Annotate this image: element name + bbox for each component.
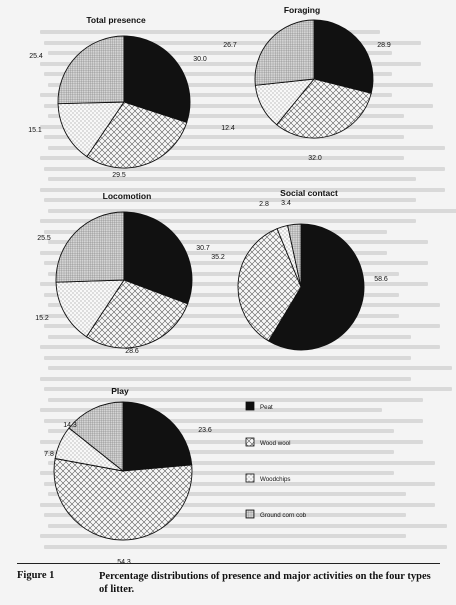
caption-text: Percentage distributions of presence and major activities on the four types of litter.	[99, 571, 431, 595]
slice-value-label: 26.7	[223, 42, 237, 49]
legend-swatch-wood-wool	[246, 438, 254, 446]
pie-chart	[35, 191, 210, 355]
pie-slice-ground-corn-cob	[56, 212, 124, 282]
chart-title: Social contact	[280, 188, 338, 198]
chart-title: Locomotion	[102, 191, 152, 201]
pie-slice-ground-corn-cob	[255, 20, 314, 85]
slice-value-label: 29.5	[112, 172, 126, 179]
slice-value-label: 15.2	[35, 315, 49, 322]
legend-label: Wood wool	[260, 440, 291, 447]
legend-swatch-ground-corn-cob	[246, 510, 254, 518]
slice-value-label: 58.6	[374, 276, 388, 283]
chart-title: Play	[111, 386, 129, 396]
figure-label: Figure 1	[17, 570, 55, 581]
pie-slice-ground-corn-cob	[58, 36, 124, 104]
pie-chart	[221, 5, 391, 162]
legend-label: Woodchips	[260, 476, 291, 483]
pie-chart	[28, 15, 207, 179]
slice-value-label: 15.1	[28, 127, 42, 134]
slice-value-label: 30.7	[196, 245, 210, 252]
slice-value-label: 28.6	[125, 348, 139, 355]
chart-title: Total presence	[86, 15, 146, 25]
pie-chart	[44, 386, 212, 566]
legend-label: Ground corn cob	[260, 512, 307, 519]
legend-swatch-woodchips	[246, 474, 254, 482]
slice-value-label: 30.0	[193, 56, 207, 63]
slice-value-label: 25.5	[37, 235, 51, 242]
slice-value-label: 14.3	[63, 422, 77, 429]
slice-value-label: 28.9	[377, 42, 391, 49]
slice-value-label: 3.4	[281, 200, 291, 207]
slice-value-label: 23.6	[198, 427, 212, 434]
chart-title: Foraging	[283, 5, 321, 15]
caption-rule	[17, 563, 440, 564]
slice-value-label: 12.4	[221, 125, 235, 132]
slice-value-label: 2.8	[259, 201, 269, 208]
legend-swatch-peat	[246, 402, 254, 410]
legend	[246, 402, 307, 519]
pie-slice-peat	[123, 402, 192, 471]
slice-value-label: 35.2	[211, 254, 225, 261]
slice-value-label: 32.0	[308, 155, 322, 162]
slice-value-label: 25.4	[29, 53, 43, 60]
legend-label: Peat	[260, 404, 273, 411]
pie-chart	[211, 188, 388, 350]
slice-value-label: 7.8	[44, 451, 54, 458]
